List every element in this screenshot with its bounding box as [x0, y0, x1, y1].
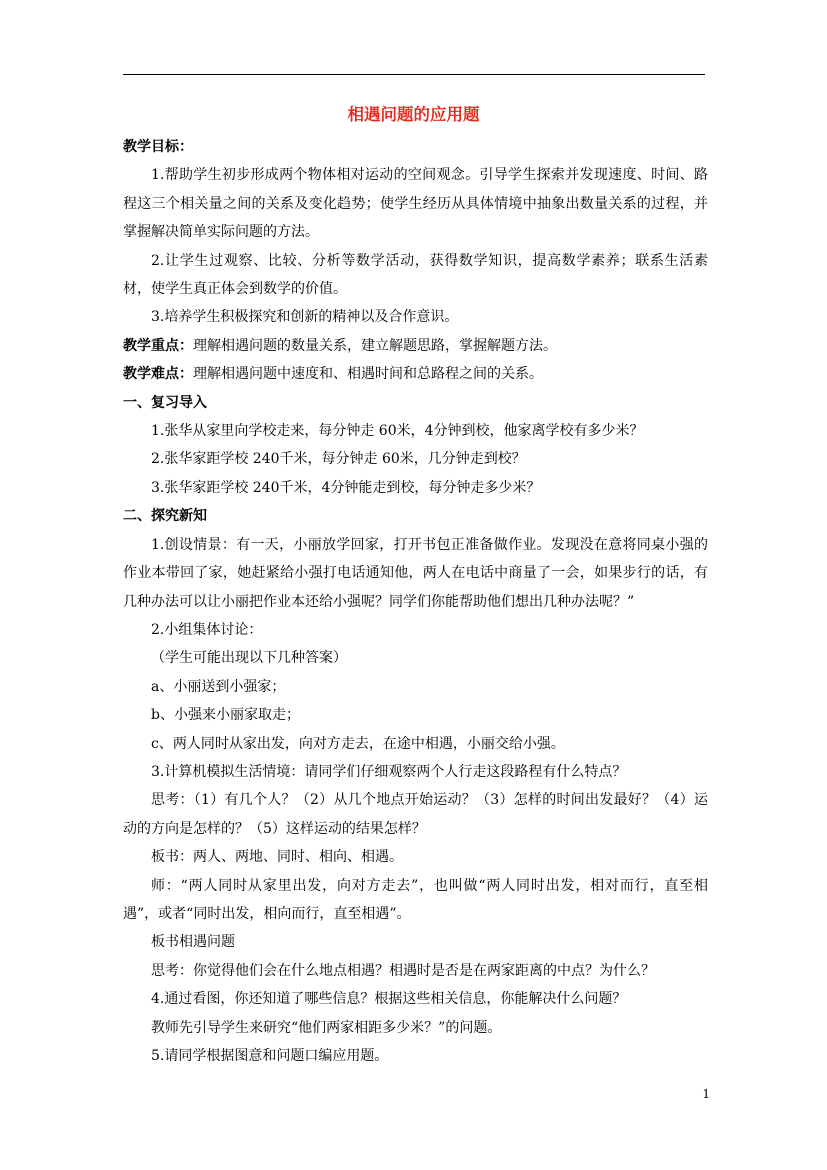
review-question-2: 2.张华家距学校 240千米，每分钟走 60米，几分钟走到校？	[151, 451, 526, 468]
answer-c: c、两人同时从家出发，向对方走去，在途中相遇，小丽交给小强。	[151, 735, 565, 752]
explore-scenario: 1.创设情景：有一天，小丽放学回家，打开书包正准备做作业。发现没在意将同桌小强的作业本带回了家，她赶紧给小强打电话通知他，两人在电话中商量了一会，如果步行的话，有几种办法可以让小丽把作业本还给小强呢？同学们你能帮助他们想出几种办法呢？”	[123, 536, 708, 610]
explore-picture-info: 4.通过看图，你还知道了哪些信息？根据这些相关信息，你能解决什么问题？	[151, 991, 627, 1008]
review-question-1: 1.张华从家里向学校走来，每分钟走 60米，4分钟到校，他家离学校有多少米？	[151, 423, 644, 440]
teacher-explanation: 师：“两人同时从家里出发，向对方走去”，也叫做“两人同时出发，相对而行，直至相遇”，或者“同时出发，相向而行，直至相遇”。	[123, 877, 708, 922]
key-point	[123, 332, 708, 360]
page-number: 1	[702, 1087, 710, 1101]
goals-heading: 教学目标：	[123, 139, 193, 155]
board-notes-2: 板书相遇问题	[151, 934, 235, 951]
teacher-guide: 教师先引导学生来研究“他们两家相距多少米？”的问题。	[151, 1019, 502, 1036]
key-point-label: 教学重点：	[123, 337, 193, 354]
discussion-note: （学生可能出现以下几种答案）	[151, 650, 347, 667]
explore-simulation: 3.计算机模拟生活情境：请同学们仔细观察两个人行走这段路程有什么特点？	[151, 763, 627, 780]
goal-2: 2.让学生过观察、比较、分析等数学活动，获得数学知识，提高数学素养；联系生活素材，使学生真正体会到数学的价值。	[123, 252, 708, 298]
difficulty-point	[123, 360, 708, 388]
review-question-3: 3.张华家距学校 240千米，4分钟能走到校，每分钟走多少米？	[151, 479, 541, 496]
key-point-text: 理解相遇问题的数量关系，建立解题思路，掌握解题方法。	[193, 337, 557, 354]
header-rule	[123, 74, 705, 75]
goal-3: 3.培养学生积极探究和创新的精神以及合作意识。	[151, 309, 459, 326]
think-questions-2: 思考：你觉得他们会在什么地点相遇？相遇时是否是在两家距离的中点？为什么？	[151, 962, 655, 979]
document-body	[123, 133, 708, 1070]
explore-compose-problem: 5.请同学根据图意和问题口编应用题。	[151, 1048, 389, 1064]
section-review-heading: 一、复习导入	[123, 394, 207, 411]
answer-a: a、小丽送到小强家；	[151, 678, 286, 695]
document-title: 相遇问题的应用题	[347, 105, 480, 124]
board-notes-1: 板书：两人、两地、同时、相向、相遇。	[151, 849, 403, 866]
difficulty-label: 教学难点：	[123, 366, 193, 383]
think-questions-1: 思考：（1）有几个人？（2）从几个地点开始运动？（3）怎样的时间出发最好？（4）运动的方向是怎样的？（5）这样运动的结果怎样？	[123, 792, 708, 837]
goal-1: 1.帮助学生初步形成两个物体相对运动的空间观念。引导学生探索并发现速度、时间、路程这三个相关量之间的关系及变化趋势；使学生经历从具体情境中抽象出数量关系的过程，并掌握解决简单实际问题的方法。	[123, 167, 708, 241]
difficulty-text: 理解相遇问题中速度和、相遇时间和总路程之间的关系。	[193, 366, 543, 383]
section-explore-heading: 二、探究新知	[123, 508, 207, 525]
explore-discussion: 2.小组集体讨论：	[151, 621, 263, 638]
answer-b: b、小强来小丽家取走；	[151, 707, 300, 724]
